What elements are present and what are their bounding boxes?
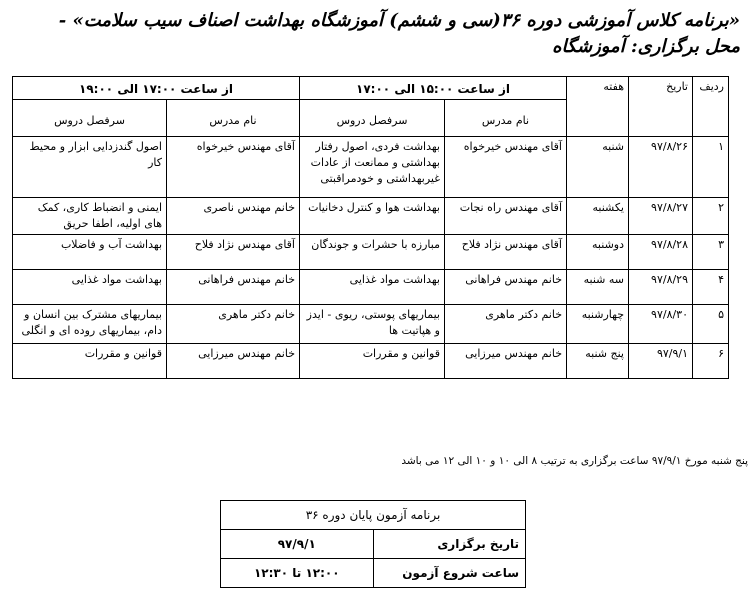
header-teacher-2: نام مدرس <box>167 100 300 137</box>
row-day: یکشنبه <box>567 198 629 235</box>
row-topic-2: بیماریهای مشترک بین انسان و دام، بیماریهای روده ای و انگلی <box>13 305 167 344</box>
header-teacher-1: نام مدرس <box>445 100 567 137</box>
row-teacher-1: آقای مهندس نژاد فلاح <box>445 235 567 270</box>
row-teacher-2: خانم مهندس فراهانی <box>167 270 300 305</box>
row-teacher-2: آقای مهندس نژاد فلاح <box>167 235 300 270</box>
row-index: ۶ <box>693 344 729 379</box>
table-row <box>13 344 729 379</box>
row-day: دوشنبه <box>567 235 629 270</box>
row-date: ۹۷/۸/۲۹ <box>629 270 693 305</box>
row-teacher-1: خانم مهندس فراهانی <box>445 270 567 305</box>
row-topic-2: بهداشت آب و فاضلاب <box>13 235 167 270</box>
row-teacher-1: آقای مهندس خیرخواه <box>445 137 567 198</box>
exam-date-label: تاریخ برگزاری <box>373 530 526 559</box>
row-topic-2: ایمنی و انضباط کاری، کمک های اولیه، اطفا حریق <box>13 198 167 235</box>
row-teacher-1: خانم دکتر ماهری <box>445 305 567 344</box>
table-row <box>13 305 729 344</box>
row-day: چهارشنبه <box>567 305 629 344</box>
row-date: ۹۷/۹/۱ <box>629 344 693 379</box>
row-day: سه شنبه <box>567 270 629 305</box>
row-topic-1: بهداشت هوا و کنترل دخانیات <box>300 198 445 235</box>
row-teacher-2: خانم دکتر ماهری <box>167 305 300 344</box>
header-topic-2: سرفصل دروس <box>13 100 167 137</box>
row-index: ۱ <box>693 137 729 198</box>
row-topic-2: اصول گندزدایی ابزار و محیط کار <box>13 137 167 198</box>
exam-time-value: ۱۲:۰۰ تا ۱۲:۳۰ <box>221 559 374 588</box>
row-index: ۲ <box>693 198 729 235</box>
exam-time-label: ساعت شروع آزمون <box>373 559 526 588</box>
header-index: ردیف <box>693 77 729 137</box>
header-topic-1: سرفصل دروس <box>300 100 445 137</box>
header-slot-1: از ساعت ۱۵:۰۰ الی ۱۷:۰۰ <box>300 77 567 100</box>
row-teacher-2: آقای مهندس خیرخواه <box>167 137 300 198</box>
row-date: ۹۷/۸/۲۶ <box>629 137 693 198</box>
table-row <box>13 270 729 305</box>
exam-title: برنامه آزمون پایان دوره ۳۶ <box>221 501 526 530</box>
row-day: پنج شنبه <box>567 344 629 379</box>
row-date: ۹۷/۸/۲۷ <box>629 198 693 235</box>
footnote: پنج شنبه مورخ ۹۷/۹/۱ ساعت برگزاری به ترتیب ۸ الی ۱۰ و ۱۰ الی ۱۲ می باشد <box>401 455 748 467</box>
row-topic-2: قوانین و مقررات <box>13 344 167 379</box>
row-teacher-2: خانم مهندس میرزایی <box>167 344 300 379</box>
page-title: «برنامه کلاس آموزشی دوره ۳۶(سی و ششم) آموزشگاه بهداشت اصناف سیب سلامت» - محل برگزاری: آموزشگاه <box>58 10 740 57</box>
row-teacher-2: خانم مهندس ناصری <box>167 198 300 235</box>
table-row <box>13 235 729 270</box>
row-teacher-1: آقای مهندس راه نجات <box>445 198 567 235</box>
row-topic-2: بهداشت مواد غذایی <box>13 270 167 305</box>
row-topic-1: بهداشت مواد غذایی <box>300 270 445 305</box>
table-row <box>13 198 729 235</box>
header-slot-2: از ساعت ۱۷:۰۰ الی ۱۹:۰۰ <box>13 77 300 100</box>
header-day: هفته <box>567 77 629 137</box>
row-date: ۹۷/۸/۲۸ <box>629 235 693 270</box>
schedule-table <box>12 76 729 379</box>
row-topic-1: بیماریهای پوستی، ریوی - ایدز و هپاتیت ها <box>300 305 445 344</box>
row-topic-1: قوانین و مقررات <box>300 344 445 379</box>
row-index: ۴ <box>693 270 729 305</box>
exam-table <box>220 500 526 588</box>
header-date: تاریخ <box>629 77 693 137</box>
row-date: ۹۷/۸/۳۰ <box>629 305 693 344</box>
row-topic-1: مبارزه با حشرات و جوندگان <box>300 235 445 270</box>
row-day: شنبه <box>567 137 629 198</box>
row-index: ۵ <box>693 305 729 344</box>
row-index: ۳ <box>693 235 729 270</box>
row-teacher-1: خانم مهندس میرزایی <box>445 344 567 379</box>
row-topic-1: بهداشت فردی، اصول رفتار بهداشتی و ممانعت از عادات غیربهداشتی و خودمراقبتی <box>300 137 445 198</box>
exam-date-value: ۹۷/۹/۱ <box>221 530 374 559</box>
table-row <box>13 137 729 198</box>
